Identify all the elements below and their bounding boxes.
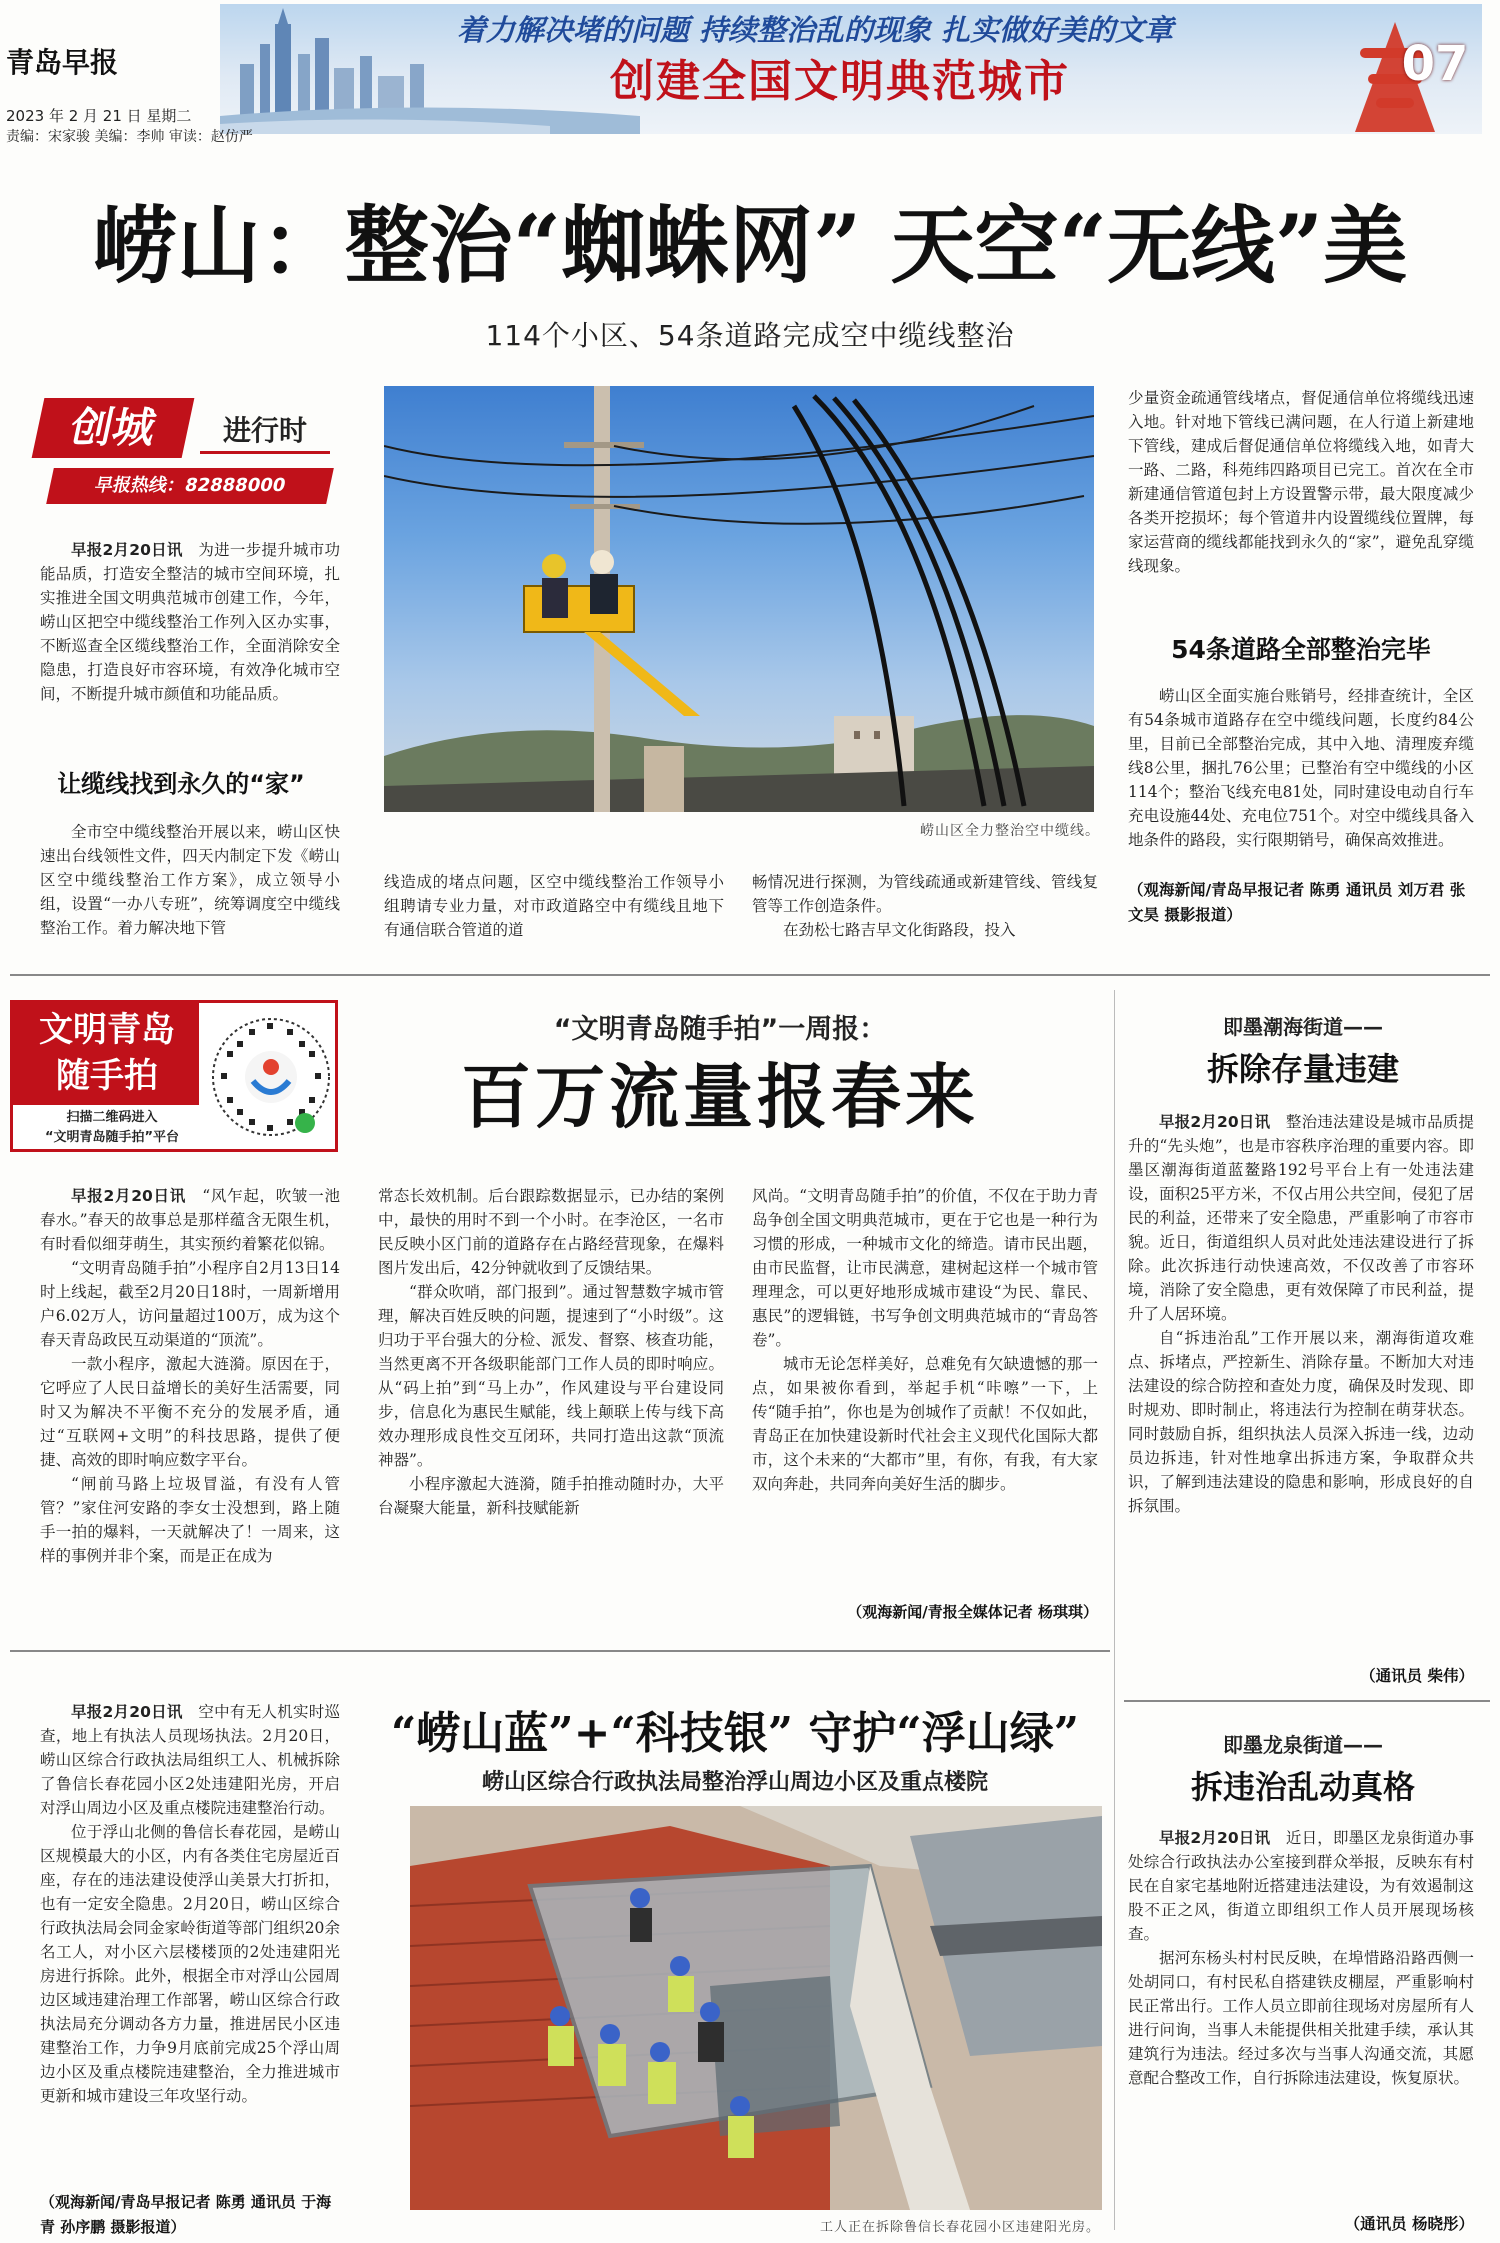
issue-date: 2023 年 2 月 21 日 星期二	[6, 107, 192, 125]
article-1-credit: （观海新闻/青岛早报记者 陈勇 通讯员 刘万君 张文昊 摄影报道）	[1128, 881, 1466, 924]
article-4-col1	[40, 1700, 340, 2194]
lead-tag: 早报2月20日讯	[71, 1187, 186, 1205]
masthead-slogan: 着力解决堵的问题 持续整治乱的现象 扎实做好美的文章	[456, 13, 1174, 47]
wenming-qr-badge	[10, 1000, 338, 1152]
page-number: 07	[1401, 36, 1469, 92]
editor-line: 责编：宋家骏 美编：李帅 审读：赵仿严	[6, 129, 253, 145]
article-2-kicker: “文明青岛随手拍”一周报：	[553, 1014, 887, 1045]
article-5-p1	[1128, 1826, 1474, 1946]
badge-line1: 文明青岛	[39, 1010, 175, 1050]
article-2-col3	[752, 1184, 1098, 1602]
chuangcheng-badge	[20, 396, 340, 510]
lead-text: 近日，即墨区龙泉街道办事处综合行政执法办公室接到群众举报，反映东有村民在自家宅基地附近搭建违法建设，为有效遏制这股不正之风，街道立即组织工作人员开展现场核查。	[1128, 1829, 1474, 1943]
lead-text: “风乍起，吹皱一池春水。”春天的故事总是那样蕴含无限生机，有时看似细芽萌生，其实预约着繁花似锦。	[40, 1187, 340, 1253]
article-3-kicker: 即墨潮海街道——	[1223, 1015, 1383, 1039]
badge-scan-2: “文明青岛随手拍”平台	[44, 1130, 180, 1145]
badge-side: 进行时	[200, 408, 330, 454]
article-2-col1-p3: 一款小程序，激起大涟漪。原因在于，它呼应了人民日益增长的美好生活需要，同时又为解决不平衡不充分的发展矛盾，通过“互联网+文明”的科技思路，提供了便捷、高效的即时响应数字平台。	[40, 1355, 340, 1469]
article-4-credit: （观海新闻/青岛早报记者 陈勇 通讯员 于海青 孙序鹏 摄影报道）	[40, 2193, 332, 2236]
article-2-col1	[40, 1184, 340, 1626]
lead-text: 整治违法建设是城市品质提升的“先头炮”，也是市容秩序治理的重要内容。即墨区潮海街道蓝鳌路192号平台上有一处违法建设，面积25平方米，不仅占用公共空间，侵犯了居民的利益，还带来了安全隐患，严重影响了市容市貌。近日，街道组织人员对此处违法建设进行了拆除。此次拆违行动快速高效，不仅改善了市容环境，消除了安全隐患，更有效保障了市民利益，提升了人居环境。	[1128, 1113, 1474, 1323]
article-2-col1-p4: “闸前马路上垃圾冒溢，有没有人管管？”家住河安路的李女士没想到，路上随手一拍的爆料，一天就解决了！一周来，这样的事例并非个案，而是正在成为	[40, 1475, 340, 1565]
article-4-headline: “崂山蓝”+“科技银” 守护“浮山绿”	[390, 1708, 1080, 1759]
lead-tag: 早报2月20日讯	[1159, 1113, 1271, 1131]
article-1-subtitle: 114个小区、54条道路完成空中缆线整治	[485, 319, 1015, 352]
masthead	[0, 0, 1500, 145]
article-1-subhead-1: 让缆线找到永久的“家”	[57, 770, 305, 798]
section-divider	[10, 974, 1490, 976]
article-2-col3-p2: 城市无论怎样美好，总难免有欠缺遗憾的那一点，如果被你看到，举起手机“咔嚓”一下，上传“随手拍”，你也是为创城作了贡献！不仅如此，青岛正在加快建设新时代社会主义现代化国际大都市，这个未来的“大都市”里，有你，有我，有大家双向奔赴，共同奔向美好生活的脚步。	[752, 1355, 1098, 1493]
cable-scene-graphic	[384, 386, 1094, 812]
article-2-col1-p2: “文明青岛随手拍”小程序自2月13日14时上线起，截至2月20日18时，一周新增用户6.02万人，访问量超过100万，成为这个春天青岛政民互动渠道的“顶流”。	[40, 1259, 340, 1349]
photo-cable-workers	[384, 386, 1094, 812]
photo-2-caption: 工人正在拆除鲁信长春花园小区违建阳光房。	[819, 2220, 1100, 2235]
article-2-headline: 百万流量报春来	[461, 1055, 979, 1138]
article-3-credit: （通讯员 柴伟）	[1360, 1667, 1474, 1685]
newspaper-logo: 青岛早报	[6, 46, 119, 79]
article-2-col2-p3: 小程序激起大涟漪，随手拍推动随时办，大平台凝聚大能量，新科技赋能新	[378, 1475, 724, 1517]
article-2-col3-p1: 风尚。“文明青岛随手拍”的价值，不仅在于助力青岛争创全国文明典范城市，更在于它也是一种行为习惯的形成，一种城市文化的缔造。请市民出题，由市民监督，让市民满意，建树起这样一个城市管理理念，可以更好地形成城市建设“为民、靠民、惠民”的逻辑链，书写争创文明典范城市的“青岛答卷”。	[752, 1187, 1098, 1349]
article-4-subtitle: 崂山区综合行政执法局整治浮山周边小区及重点楼院	[481, 1770, 988, 1795]
article-4-p2: 位于浮山北侧的鲁信长春花园，是崂山区规模最大的小区，内有各类住宅房屋近百座，存在的违法建设使浮山美景大打折扣，也有一定安全隐患。2月20日，崂山区综合行政执法局会同金家岭街道等部门组织20余名工人，对小区六层楼楼顶的2处违建阳光房进行拆除。此外，根据全市对浮山公园周边区域违建治理工作部署，崂山区综合行政执法局充分调动各方力量，推进居民小区违建整治工作，力争9月底前完成25个浮山周边小区及重点楼院违建整治，全力推进城市更新和城市建设三年攻坚行动。	[40, 1823, 340, 2105]
article-5-kicker: 即墨龙泉街道——	[1223, 1733, 1383, 1757]
lead-tag: 早报2月20日讯	[71, 1703, 183, 1721]
article-4-p1	[40, 1700, 340, 1820]
article-3-headline: 拆除存量违建	[1206, 1050, 1399, 1088]
section-divider-3	[1124, 1700, 1490, 1702]
article-3-body	[1128, 1110, 1474, 1658]
article-5-body	[1128, 1826, 1474, 2210]
lead-tag: 早报2月20日讯	[71, 541, 183, 559]
article-1-col3-body: 畅情况进行探测，为管线疏通或新建管线、管线复管等工作创造条件。	[752, 873, 1098, 915]
lead-text: 空中有无人机实时巡查，地上有执法人员现场执法。2月20日，崂山区综合行政执法局组织工人、机械拆除了鲁信长春花园小区2处违建阳光房，开启对浮山周边小区及重点楼院违建整治行动。	[40, 1703, 340, 1817]
masthead-banner	[220, 4, 1482, 134]
rooftop-scene-graphic	[410, 1806, 1102, 2210]
article-3-p2: 自“拆违治乱”工作开展以来，潮海街道攻难点、拆堵点，严控新生、消除存量。不断加大对违法建设的综合防控和查处力度，确保及时发现、即时规劝、即时制止，将违法行为控制在萌芽状态。同时鼓励自拆，组织执法人员深入拆违一线，边动员边拆违，针对性地拿出拆违方案，争取群众共识，了解到违法建设的隐患和影响，形成良好的自拆氛围。	[1128, 1329, 1474, 1515]
article-2-col2-p1: 常态长效机制。后台跟踪数据显示，已办结的案例中，最快的用时不到一个小时。在李沧区，一名市民反映小区门前的道路存在占路经营现象，在爆料图片发出后，42分钟就收到了反馈结果。	[378, 1187, 724, 1277]
column-divider	[1114, 990, 1115, 2230]
article-5-p2: 据河东杨头村村民反映，在埠惜路沿路西侧一处胡同口，有村民私自搭建铁皮棚屋，严重影响村民正常出行。工作人员立即前往现场对房屋所有人进行问询，当事人未能提供相关批建手续，承认其建筑行为违法。经过多次与当事人沟通交流，其愿意配合整改工作，自行拆除违法建设，恢复原状。	[1128, 1949, 1474, 2087]
article-1-col2-body: 线造成的堵点问题，区空中缆线整治工作领导小组聘请专业力量，对市政道路空中有缆线且地下有通信联合管道的道	[384, 873, 724, 939]
photo-1-caption: 崂山区全力整治空中缆线。	[920, 823, 1100, 839]
article-2-col2	[378, 1184, 724, 1626]
badge-hotline: 早报热线：82888000	[46, 468, 334, 504]
photo-rooftop-demolition	[410, 1806, 1102, 2210]
article-1-lead	[40, 538, 340, 756]
article-2-col2-p2: “群众吹哨，部门报到”。通过智慧数字城市管理，解决百姓反映的问题，提速到了“小时级”。这归功于平台强大的分检、派发、督察、核查功能，当然更离不开各级职能部门工作人员的即时响应。从“码上拍”到“马上办”，作风建设与平台建设同步，信息化为惠民生赋能，线上颠联上传与线下高效办理形成良性交互闭环，共同打造出这款“顶流神器”。	[378, 1283, 724, 1469]
lead-tag: 早报2月20日讯	[1159, 1829, 1271, 1847]
badge-main: 创城	[32, 398, 195, 458]
section-divider-2	[10, 1650, 1110, 1652]
article-2-lead	[40, 1184, 340, 1256]
article-1-col4-body-2: 崂山区全面实施台账销号，经排查统计，全区有54条城市道路存在空中缆线问题，长度约84公里，目前已全部整治完成，其中入地、清理废弃缆线8公里，捆扎76公里；已整治有空中缆线的小区114个；整治飞线充电81处，同时建设电动自行车充电设施44处、充电位751个。对空中缆线具备入地条件的路段，实行限期销号，确保高效推进。	[1128, 687, 1474, 849]
article-5-credit: （通讯员 杨晓彤）	[1344, 2215, 1474, 2233]
article-1-headline: 崂山：整治“蜘蛛网” 天空“无线”美	[92, 196, 1408, 295]
lead-text: 为进一步提升城市功能品质，打造安全整洁的城市空间环境，扎实推进全国文明典范城市创建工作，今年，崂山区把空中缆线整治工作列入区办实事，不断巡查全区缆线整治工作，全面消除安全隐患，打造良好市容环境，有效净化城市空间，不断提升城市颜值和功能品质。	[40, 541, 340, 703]
article-1-col1-body: 全市空中缆线整治开展以来，崂山区快速出台线领性文件，四天内制定下发《崂山区空中缆线整治工作方案》，成立领导小组，设置“一办八专班”，统筹调度空中缆线整治工作。着力解决地下管	[40, 823, 340, 937]
article-2-credit: （观海新闻/青报全媒体记者 杨琪琪）	[847, 1603, 1098, 1621]
article-1-col3-body-2: 在劲松七路吉早文化街路段，投入	[783, 921, 1016, 939]
masthead-column-title: 创建全国文明典范城市	[610, 56, 1070, 107]
badge-scan-1: 扫描二维码进入	[66, 1110, 158, 1125]
article-1-col3	[752, 870, 1098, 966]
article-5-headline: 拆违治乱动真格	[1190, 1768, 1415, 1806]
bucket-truck	[524, 550, 700, 716]
article-1-col4-body: 少量资金疏通管线堵点，督促通信单位将缆线迅速入地。针对地下管线已满问题，在人行道上新建地下管线，建成后督促通信单位将缆线入地，如青大一路、二路，科苑纬四路项目已完工。首次在全市新建通信管道包封上方设置警示带，最大限度减少各类开挖损坏；每个管道井内设置缆线位置牌，每家运营商的缆线都能找到永久的“家”，避免乱穿缆线现象。	[1128, 389, 1474, 575]
article-1-subhead-2: 54条道路全部整治完毕	[1171, 635, 1431, 664]
badge-line2: 随手拍	[56, 1056, 158, 1096]
qr-code-icon	[209, 1011, 333, 1145]
article-3-p1	[1128, 1110, 1474, 1326]
